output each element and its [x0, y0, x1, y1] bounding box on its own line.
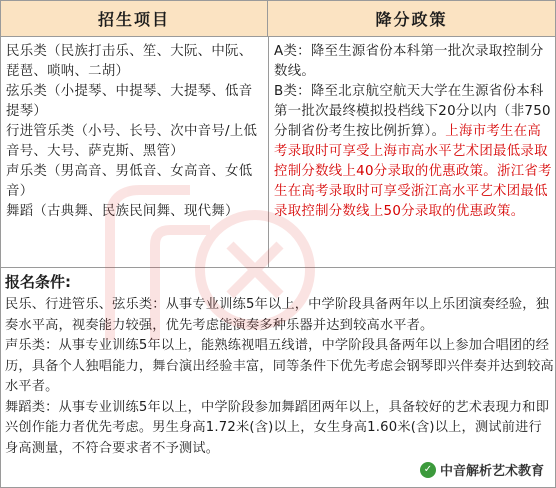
program-item-folk: 民乐类（民族打击乐、笙、大阮、中阮、琵琶、唢呐、二胡） [6, 44, 253, 79]
policy-a: A类：降至生源省份本科第一批次录取控制分数线。 [274, 44, 544, 79]
watermark-label: 中音解析艺术教育 [439, 464, 544, 479]
requirement-instrumental: 民乐、行进管乐、弦乐类：从事专业训练5年以上，中学阶段具备两年以上乐团演奏经验，独奏水平高，视奏能力较强，优先考虑能演奏多种乐器并达到较高水平者。 [5, 297, 550, 333]
program-item-dance: 舞蹈（古典舞、民族民间舞、现代舞） [6, 204, 239, 219]
policy-b-text: B类：降至北京航空航天大学在生源省份本科第一批次最终模拟投档线下20分以内（非750分制省份考生按比例折算）。 [274, 84, 551, 139]
programs-cell [6, 42, 264, 222]
policy-b [274, 82, 554, 222]
requirements-cell [5, 271, 554, 459]
policy-b-highlight: 上海市考生在高考录取时可享受上海市高水平艺术团最低录取控制分数线上40分录取的优惠政策。浙江省考生在高考录取时可享受浙江高水平艺术团最低录取控制分数线上50分录取的优惠政策。 [274, 124, 552, 219]
policy-cell [274, 42, 554, 222]
program-item-vocal: 声乐类（男高音、男低音、女高音、女低音） [6, 164, 253, 199]
requirements-title: 报名条件: [5, 273, 71, 291]
header-policy: 降分政策 [268, 1, 555, 37]
wechat-icon: ✓ [420, 462, 436, 478]
requirement-vocal: 声乐类：从事专业训练5年以上，能熟练视唱五线谱，中学阶段具备两年以上参加合唱团的经历，具备个人独唱能力，舞台演出经验丰富，同等条件下优先考虑会钢琴即兴伴奏并达到较高水平者。 [5, 338, 554, 394]
program-item-strings: 弦乐类（小提琴、中提琴、大提琴、低音提琴） [6, 84, 253, 119]
column-divider [268, 37, 269, 267]
program-item-marching-band: 行进管乐类（小号、长号、次中音号/上低音号、大号、萨克斯、黑管） [6, 124, 258, 159]
header-programs: 招生项目 [1, 1, 268, 37]
watermark-badge [416, 459, 548, 480]
requirement-dance: 舞蹈类：从事专业训练5年以上，中学阶段参加舞蹈团两年以上，具备较好的艺术表现力和即兴创作能力者优先考虑。男生身高1.72米(含)以上，女生身高1.60米(含)以上，测试前进行身高测量，不符合要求者不予测试。 [5, 399, 550, 456]
row-divider [1, 267, 556, 268]
